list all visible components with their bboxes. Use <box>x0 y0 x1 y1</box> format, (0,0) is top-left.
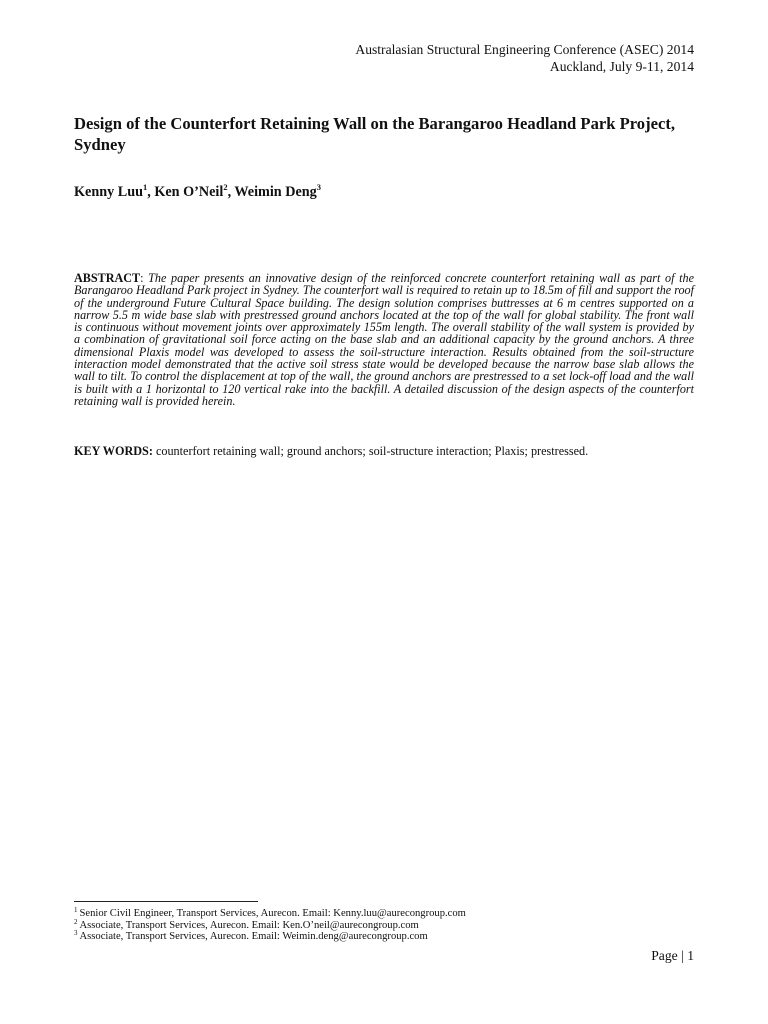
keywords <box>74 444 694 458</box>
footnote-text: Associate, Transport Services, Aurecon. Email: Weimin.deng@aurecongroup.com <box>79 931 428 943</box>
author-name: Ken O’Neil <box>154 184 224 200</box>
author-name: Weimin Deng <box>234 184 317 200</box>
author-separator: , <box>227 184 235 200</box>
author-affiliation-mark: 3 <box>316 182 322 192</box>
abstract-colon: : <box>140 271 149 285</box>
footnote <box>74 931 694 943</box>
footnote <box>74 917 694 932</box>
footnote-divider <box>74 901 258 902</box>
abstract <box>74 272 694 407</box>
author-name: Kenny Luu <box>74 184 143 200</box>
paper-title: Design of the Counterfort Retaining Wall on the Barangaroo Headland Park Project, Sydney <box>74 114 676 154</box>
conference-name: Australasian Structural Engineering Conference (ASEC) 2014 <box>355 42 694 57</box>
footnote-text: Associate, Transport Services, Aurecon. Email: Ken.O’neil@aurecongroup.com <box>79 919 419 931</box>
keywords-text: counterfort retaining wall; ground anchors; soil-structure interaction; Plaxis; prestressed. <box>152 444 589 458</box>
footnote-mark: 2 <box>74 917 78 926</box>
footnote-mark: 3 <box>74 929 78 938</box>
author-list <box>74 184 321 201</box>
page-number: Page | 1 <box>651 948 694 963</box>
author-affiliation-mark: 2 <box>223 182 228 192</box>
running-header <box>355 42 694 75</box>
abstract-text: The paper presents an innovative design of the reinforced concrete counterfort retaining wall as part of the Barangaroo Headland Park project in Sydney. The counterfort wall is required to retain up to 18.5m of fill and support the roof of the underground Future Cultural Space building. The design solution comprises buttresses at 6 m centres supported on a narrow 5.5 m wide base slab with prestressed ground anchors located at the top of the wall for global stability. The front wall is continuous without movement joints over approximately 155m length. The overall stability of the wall system is provided by a combination of gravitational soil force acting on the base slab and an additional capacity by the ground anchors. A three dimensional Plaxis model was developed to assess the soil-structure interaction. Results obtained from the soil-structure interaction model demonstrated that the active soil stress state would be developed because the narrow base slab allows the wall to tilt. To control the displacement at top of the wall, the ground anchors are prestressed to a set lock-off load and the wall is built with a 1 horizontal to 120 vertical rake into the backfill. A detailed discussion of the design aspects of the counterfort retaining wall is provided herein. <box>74 271 694 408</box>
conference-location-date: Auckland, July 9-11, 2014 <box>549 58 694 74</box>
author-separator: , <box>147 184 155 200</box>
abstract-label: ABSTRACT <box>74 271 141 285</box>
author-affiliation-mark: 1 <box>143 182 148 192</box>
footnotes <box>74 908 694 943</box>
footnote-text: Senior Civil Engineer, Transport Services, Aurecon. Email: Kenny.luu@aurecongroup.com <box>79 908 466 919</box>
footnote-mark: 1 <box>74 906 78 914</box>
footnote <box>74 908 694 920</box>
keywords-label: KEY WORDS: <box>74 444 153 458</box>
